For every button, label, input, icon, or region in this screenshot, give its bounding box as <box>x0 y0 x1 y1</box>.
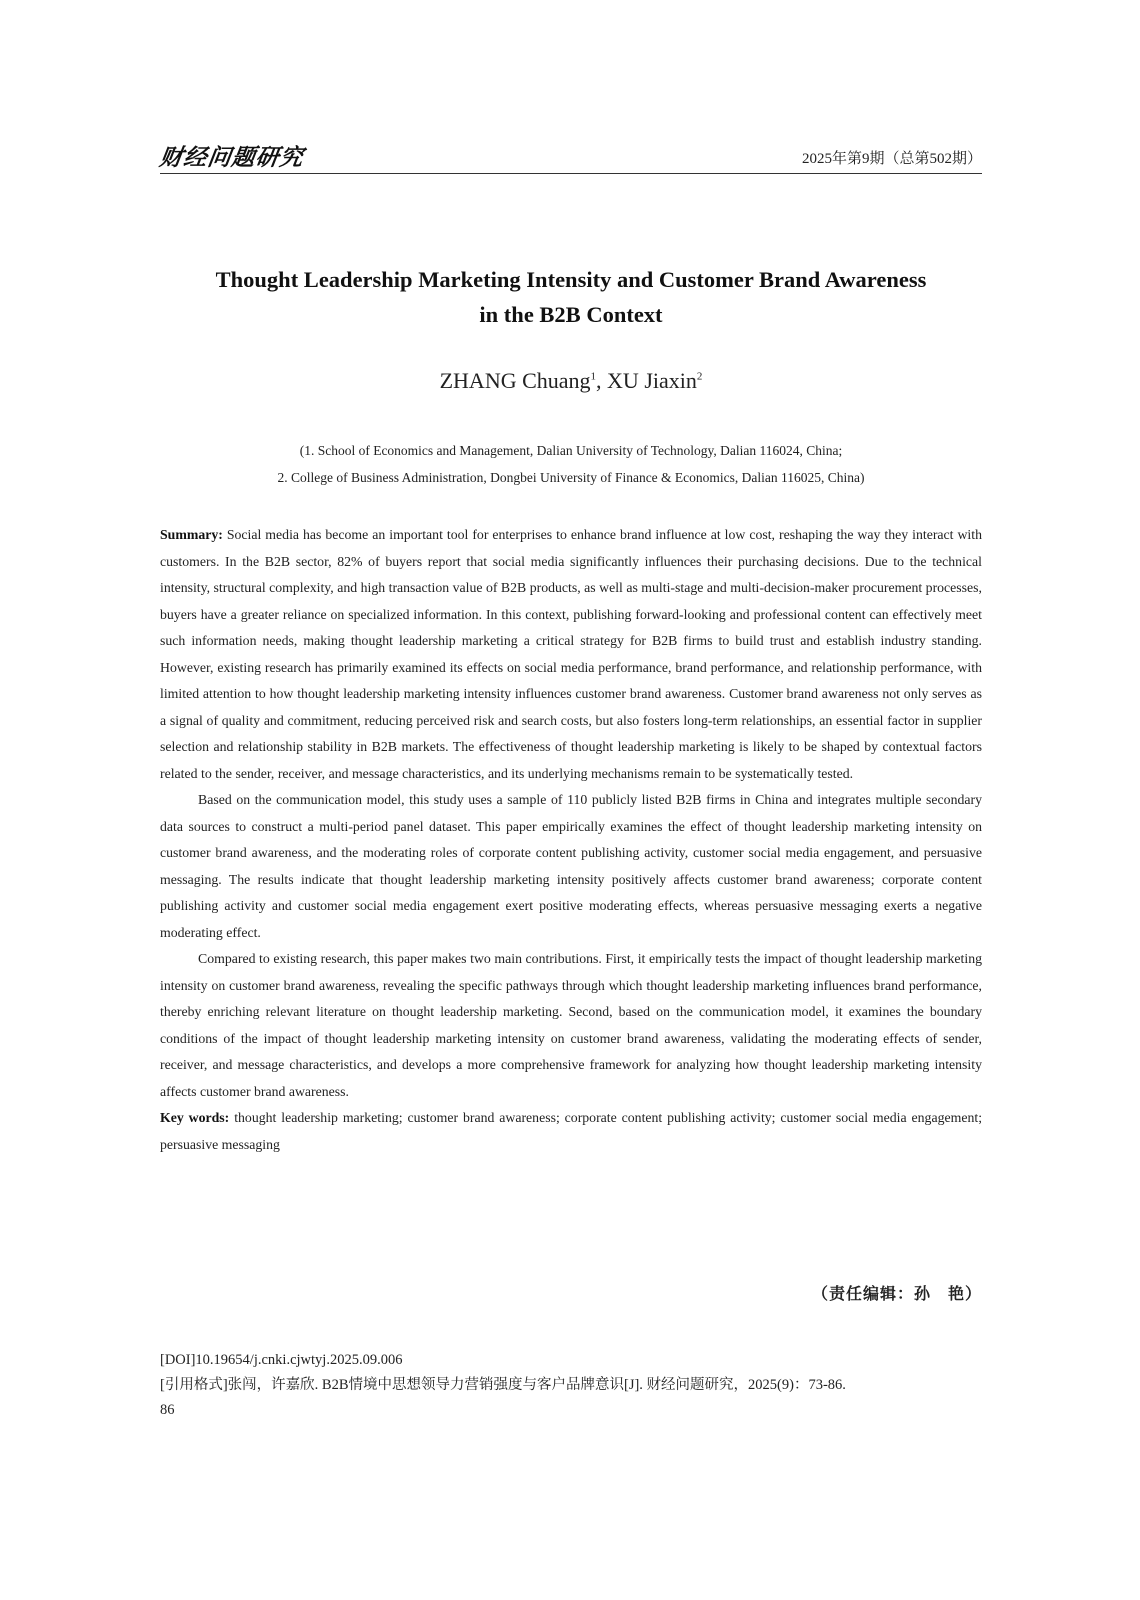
issue-info: 2025年第9期（总第502期） <box>801 151 982 167</box>
running-header <box>157 143 982 174</box>
footer <box>160 1348 982 1423</box>
keywords-text: thought leadership marketing; customer brand awareness; corporate content publishing activity; customer social media engagement; persuasive messaging <box>160 1110 983 1152</box>
journal-logo: 财经问题研究 <box>157 144 306 171</box>
summary-paragraph-2: Based on the communication model, this study uses a sample of 110 publicly listed B2B firms in China and integrates multiple secondary data sources to construct a multi-period panel dataset. This paper empirically examines the effect of thought leadership marketing intensity on customer brand awareness, and the moderating roles of corporate content publishing activity, customer social media engagement, and persuasive messaging. The results indicate that thought leadership marketing intensity positively affects customer brand awareness; corporate content publishing activity and customer social media engagement exert positive moderating effects, whereas persuasive messaging exerts a negative moderating effect. <box>160 792 982 940</box>
page-number: 86 <box>160 1402 175 1418</box>
affiliations <box>160 437 982 491</box>
responsible-editor: （责任编辑：孙 艳） <box>811 1284 982 1303</box>
affiliation-line-2: 2. College of Business Administration, Dongbei University of Finance & Economics, Dalian 116025, China) <box>277 470 865 485</box>
summary-label: Summary: <box>160 527 223 542</box>
doi: [DOI]10.19654/j.cnki.cjwtyj.2025.09.006 <box>160 1352 403 1368</box>
author-list: ZHANG Chuang$^1$, XU Jiaxin$^2$ <box>439 368 703 393</box>
author-affil-mark: 1 <box>590 370 597 383</box>
title-line-1: Thought Leadership Marketing Intensity and Customer Brand Awareness <box>215 267 927 292</box>
paper-title <box>160 262 982 332</box>
summary-paragraph-3: Compared to existing research, this paper makes two main contributions. First, it empirically tests the impact of thought leadership marketing intensity on customer brand awareness, revealing the specific pathways through which thought leadership marketing influences brand performance, thereby enriching relevant literature on thought leadership marketing. Second, based on the communication model, it examines the boundary conditions of the impact of thought leadership marketing intensity on customer brand awareness, validating the moderating effects of sender, receiver, and message characteristics, and develops a more comprehensive framework for analyzing how thought leadership marketing intensity affects customer brand awareness. <box>160 951 982 1099</box>
abstract-body <box>160 522 982 1158</box>
affiliation-line-1: (1. School of Economics and Management, Dalian University of Technology, Dalian 116024, China; <box>299 443 843 458</box>
citation-format: [引用格式]张闯，许嘉欣. B2B情境中思想领导力营销强度与客户品牌意识[J]. 财经问题研究，2025(9)：73-86. <box>160 1377 846 1393</box>
summary-text-1: Social media has become an important tool for enterprises to enhance brand influence at low cost, reshaping the way they interact with customers. In the B2B sector, 82% of buyers report that social media significantly influences their purchasing decisions. Due to the technical intensity, structural complexity, and high transaction value of B2B products, as well as multi-stage and multi-decision-maker procurement processes, buyers have a greater reliance on specialized information. In this context, publishing forward-looking and professional content can effectively meet such information needs, making thought leadership marketing a critical strategy for B2B firms to build trust and establish industry standing. However, existing research has primarily examined its effects on social media performance, brand performance, and relationship performance, with limited attention to how thought leadership marketing intensity influences customer brand awareness. Customer brand awareness not only serves as a signal of quality and commitment, reducing perceived risk and search costs, but also fosters long-term relationships, an essential factor in supplier selection and relationship stability in B2B markets. The effectiveness of thought leadership marketing is likely to be shaped by contextual factors related to the sender, receiver, and message characteristics, and its underlying mechanisms remain to be systematically tested. <box>160 527 982 781</box>
author-name: XU Jiaxin <box>607 368 697 393</box>
keywords-label: Key words: <box>160 1110 230 1125</box>
author-name: ZHANG Chuang <box>439 368 591 393</box>
keywords <box>160 1105 982 1158</box>
title-line-2: in the B2B Context <box>479 302 663 327</box>
author-affil-mark: 2 <box>696 370 703 383</box>
summary-paragraph-1 <box>160 522 982 787</box>
